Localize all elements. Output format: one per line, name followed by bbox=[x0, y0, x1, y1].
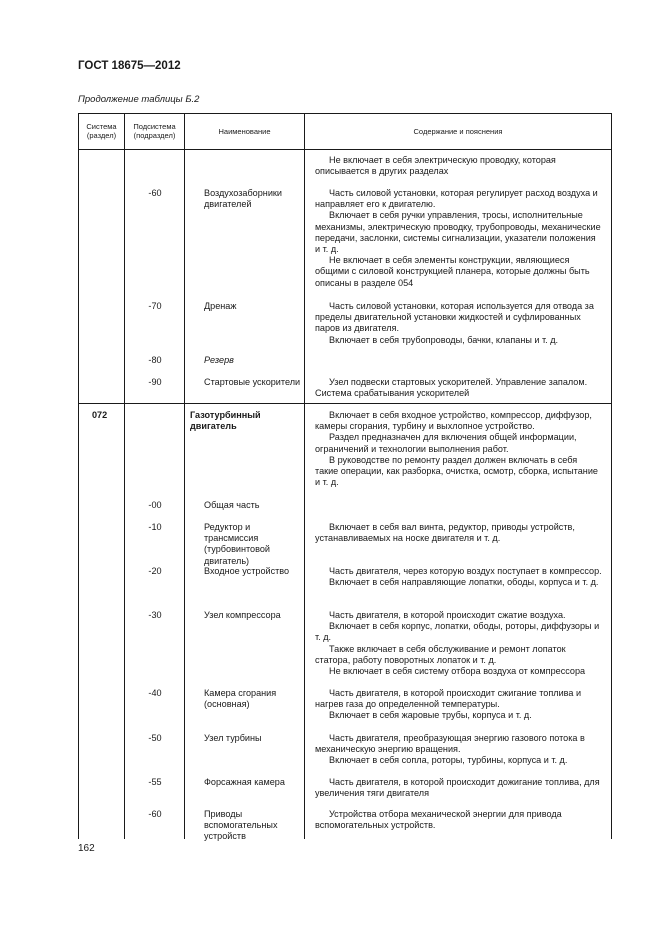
item-name: Форсажная камера bbox=[204, 777, 285, 787]
table-right-border bbox=[611, 113, 612, 839]
item-description: Часть двигателя, преобразующая энергию газового потока в механическую энергию вращения. Включает в себя сопла, роторы, турбины, корпуса и т. д. bbox=[315, 733, 585, 766]
table-caption: Продолжение таблицы Б.2 bbox=[78, 94, 200, 105]
item-description: Включает в себя вал винта, редуктор, приводы устройств, устанавливаемых на носке двигателя и т. д. bbox=[315, 522, 575, 544]
item-name: Дренаж bbox=[204, 301, 237, 311]
item-name: Стартовые ускорители bbox=[204, 377, 301, 387]
header-system: Система (раздел) bbox=[86, 122, 117, 140]
item-description: Часть двигателя, в которой происходит дожигание топлива, для увеличения тяги двигателя bbox=[315, 777, 600, 799]
header-subsystem: Подсистема (подраздел) bbox=[133, 122, 176, 140]
header-name: Наименование bbox=[218, 127, 271, 136]
subsystem-code: -30 bbox=[148, 610, 162, 620]
item-description: Часть двигателя, в которой происходит сжигание топлива и нагрев газа до определенной температуры. Включает в себя жаровые трубы, корпуса и т. д. bbox=[315, 688, 582, 721]
item-name: Узел компрессора bbox=[204, 610, 281, 620]
content-table bbox=[78, 113, 612, 842]
table-top-border bbox=[78, 113, 612, 114]
item-name: Приводы вспомогательных устройств bbox=[204, 809, 278, 842]
subsystem-code: -55 bbox=[148, 777, 162, 787]
item-name: Воздухозаборники двигателей bbox=[204, 188, 282, 210]
subsystem-code: -20 bbox=[148, 566, 162, 576]
item-name: Входное устройство bbox=[204, 566, 290, 576]
column-divider-3 bbox=[304, 113, 305, 839]
subsystem-code: -40 bbox=[148, 688, 162, 698]
page-number: 162 bbox=[78, 843, 95, 854]
item-name: Редуктор и трансмиссия (турбовинтовой двигатель) bbox=[204, 522, 270, 566]
subsystem-code: -50 bbox=[148, 733, 162, 743]
column-divider-2 bbox=[184, 113, 185, 839]
subsystem-code: -90 bbox=[148, 377, 162, 387]
subsystem-code: -10 bbox=[148, 522, 162, 532]
item-description: Часть силовой установки, которая используется для отвода за пределы двигательной установки жидкостей и суфлированных паров из двигателя. Включает в себя трубопроводы, бачки, клапаны и т. д. bbox=[315, 301, 594, 345]
subsystem-code: -00 bbox=[148, 500, 162, 510]
subsystem-code: -60 bbox=[148, 809, 162, 819]
document-header: ГОСТ 18675—2012 bbox=[78, 60, 181, 72]
column-divider-1 bbox=[124, 113, 125, 839]
item-description: Узел подвески стартовых ускорителей. Управление запалом. Система срабатывания ускорителей bbox=[315, 377, 588, 399]
item-description: Включает в себя входное устройство, компрессор, диффузор, камеры сгорания, турбину и выхлопное устройство. Раздел предназначен для включения общей информации, ограничений и технологии выполнения работ. В руководстве по ремонту раздел должен включать в себя такие операции, как разборка, очистка, осмотр, сборка, испытание и т. д. bbox=[315, 410, 598, 488]
item-name: Узел турбины bbox=[204, 733, 262, 743]
subsystem-code: -70 bbox=[148, 301, 162, 311]
header-content: Содержание и пояснения bbox=[413, 127, 503, 136]
item-description: Часть силовой установки, которая регулирует расход воздуха и направляет его к двигателю. Включает в себя ручки управления, тросы, исполнительные механизмы, электрическую проводку, трубопроводы, механические передачи, заслонки, системы сигнализации, указатели положения и т. д. Не включает в себя элементы конструкции, являющиеся общими с силовой конструкцией планера, которые должны быть описаны в разделе 054 bbox=[315, 188, 601, 288]
item-description: Часть двигателя, в которой происходит сжатие воздуха. Включает в себя корпус, лопатки, ободы, роторы, диффузоры и т. д. Также включает в себя обслуживание и ремонт лопаток статора, работу поворотных лопаток и т. д. Не включает в себя систему отбора воздуха от компрессора bbox=[315, 610, 600, 677]
item-name: Общая часть bbox=[204, 500, 260, 510]
item-description: Устройства отбора механической энергии для привода вспомогательных устройств. bbox=[315, 809, 562, 831]
table-row: Не включает в себя электрическую проводку, которая описывается в других разделах bbox=[315, 155, 556, 177]
item-name: Резерв bbox=[204, 355, 234, 365]
subsystem-code: -60 bbox=[148, 188, 162, 198]
item-name: Камера сгорания (основная) bbox=[204, 688, 277, 710]
item-description: Часть двигателя, через которую воздух поступает в компрессор. Включает в себя направляющие лопатки, ободы, корпуса и т. д. bbox=[329, 566, 602, 588]
header-bottom-border bbox=[78, 149, 612, 150]
subsystem-code: -80 bbox=[148, 355, 162, 365]
system-code: 072 bbox=[92, 410, 108, 420]
section-separator bbox=[78, 403, 612, 404]
table-left-border bbox=[78, 113, 79, 839]
item-name: Газотурбинный двигатель bbox=[190, 410, 261, 432]
